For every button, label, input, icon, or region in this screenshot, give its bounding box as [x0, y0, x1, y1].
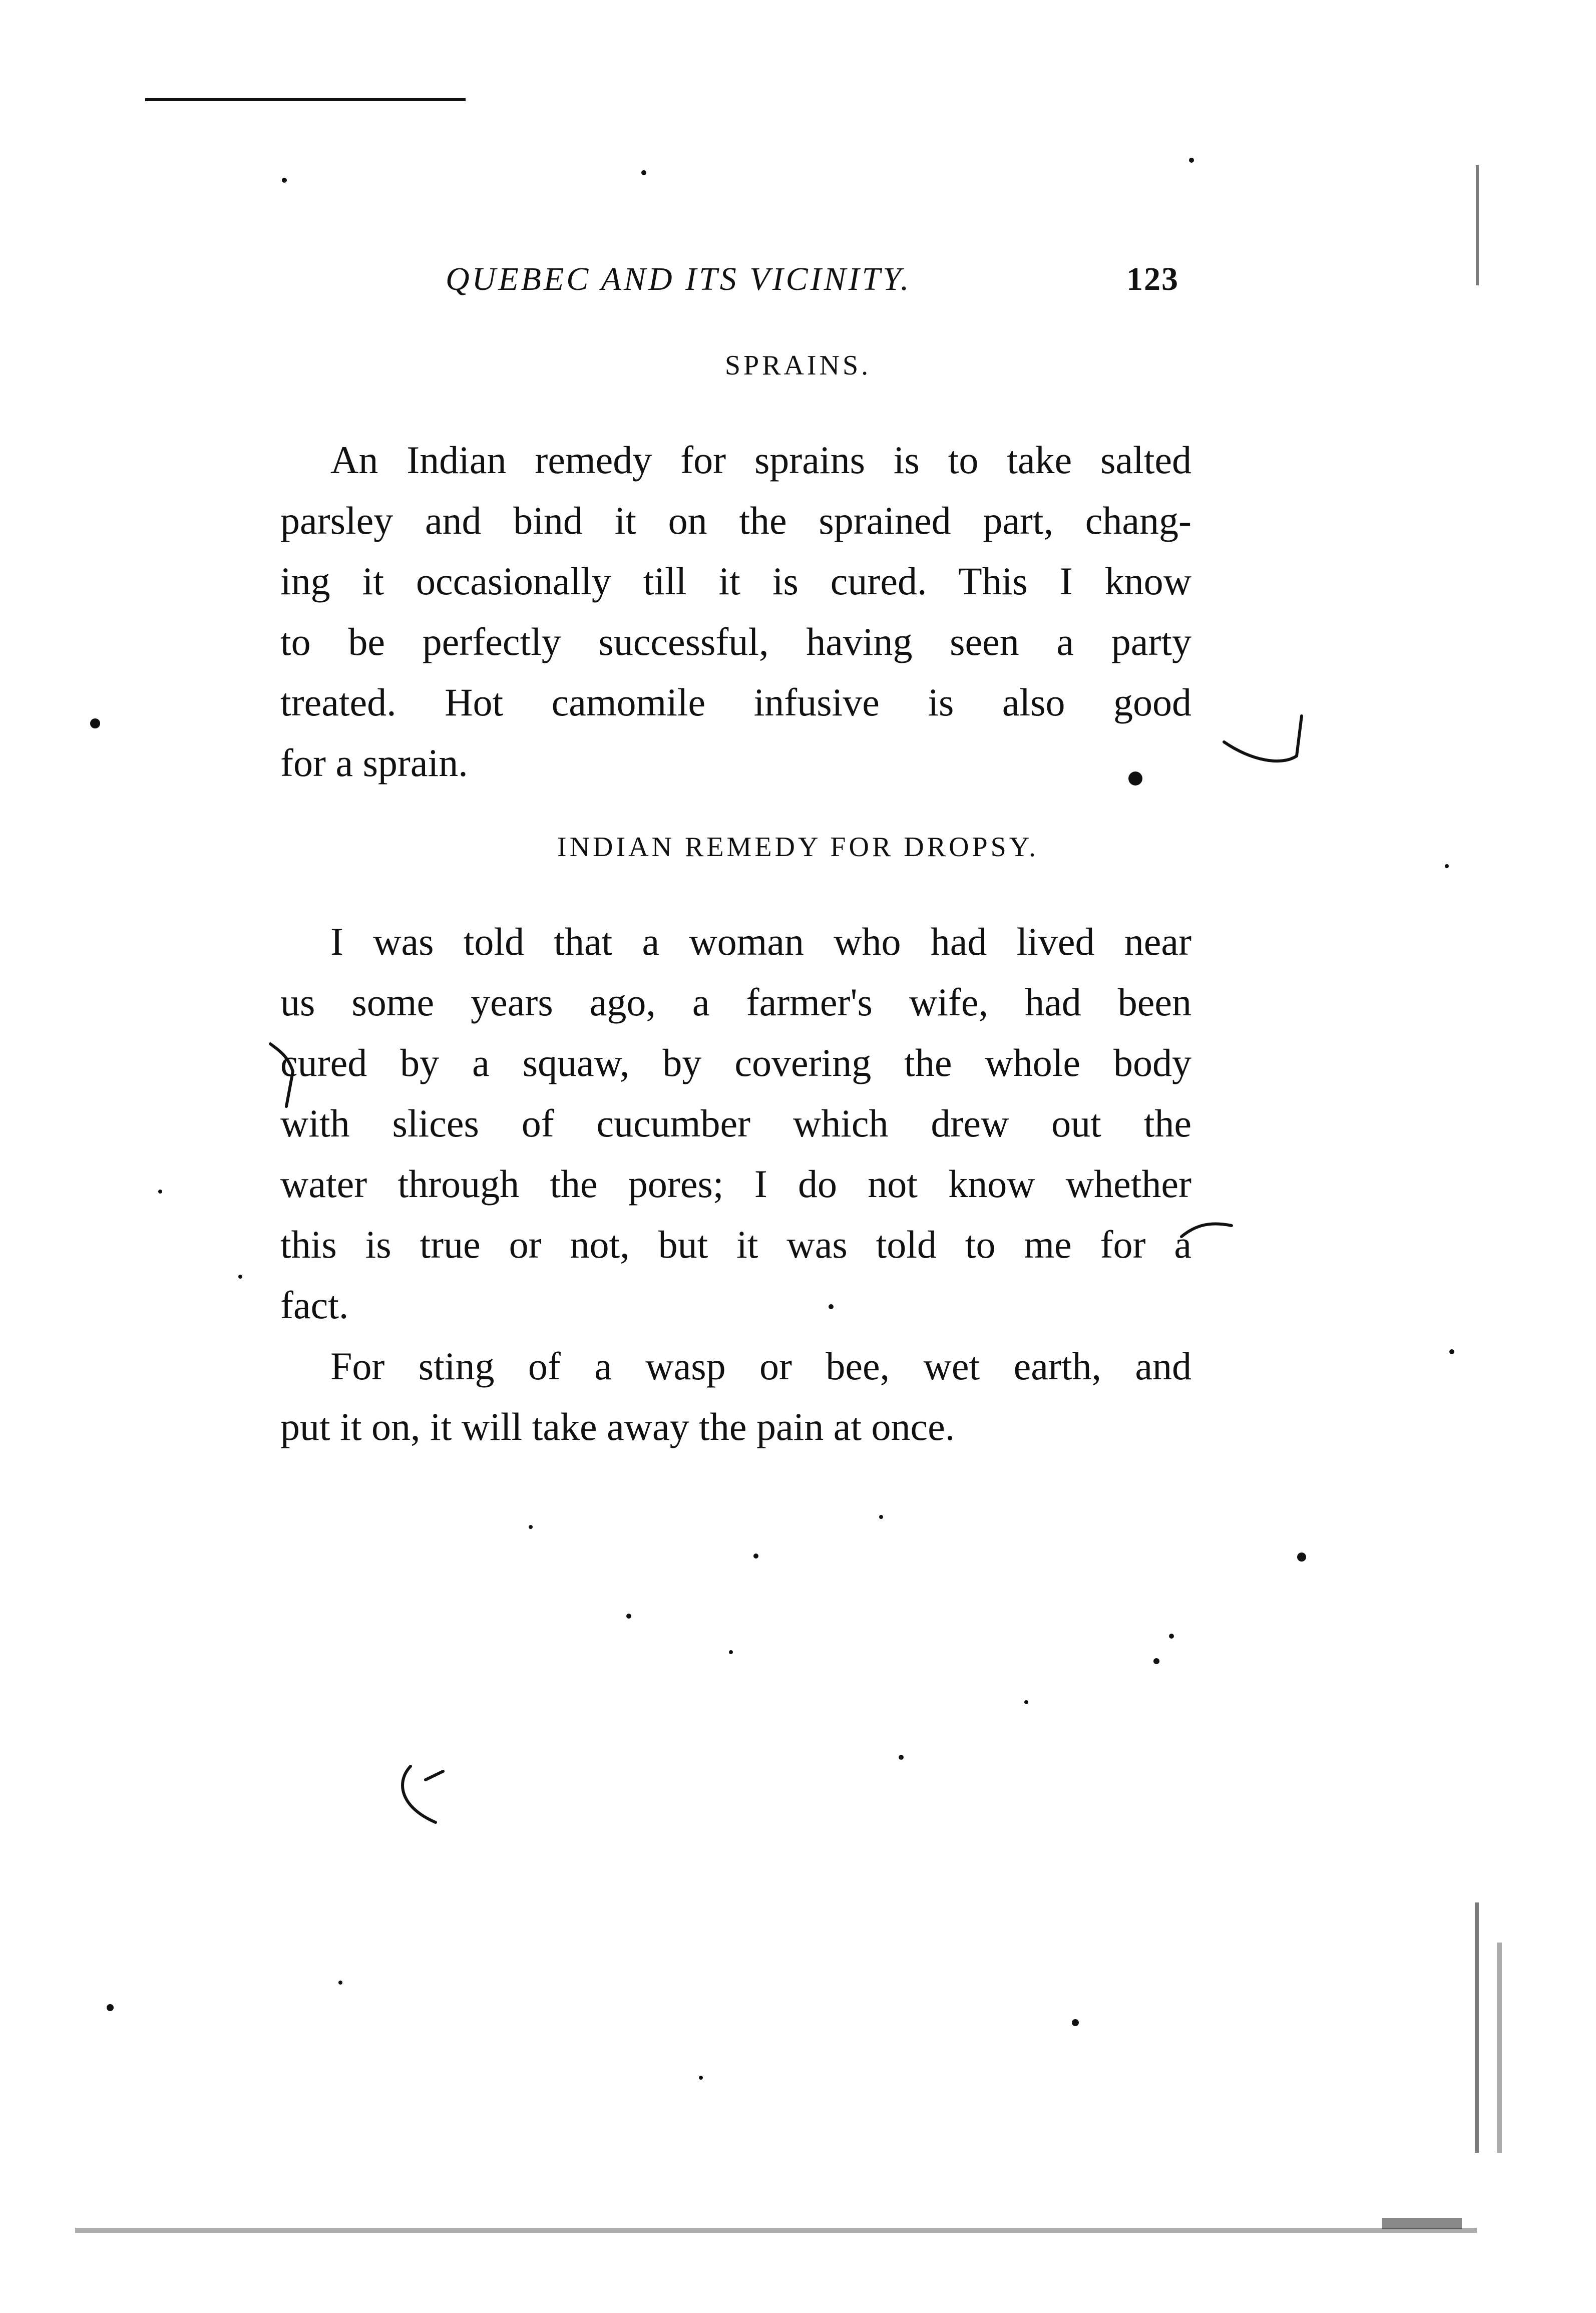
- text-line: for a sprain.: [280, 741, 468, 785]
- text-line: fact.: [280, 1283, 349, 1327]
- text-line: water through the pores; I do not know whether: [280, 1162, 1191, 1206]
- text-line: treated. Hot camomile infusive is also good: [280, 680, 1191, 724]
- text-line: us some years ago, a farmer's wife, had been: [280, 980, 1191, 1024]
- text-line: ing it occasionally till it is cured. This I know: [280, 559, 1191, 603]
- text-line: cured by a squaw, by covering the whole body: [280, 1041, 1191, 1084]
- running-title: QUEBEC AND ITS VICINITY.: [446, 261, 912, 297]
- page-number: 123: [1126, 261, 1179, 297]
- text-line: For sting of a wasp or bee, wet earth, and: [330, 1344, 1191, 1388]
- text-line: An Indian remedy for sprains is to take salted: [330, 438, 1191, 482]
- text-line: parsley and bind it on the sprained part, chang-: [280, 499, 1191, 542]
- section-heading-sprains: SPRAINS.: [724, 350, 872, 381]
- text-line: to be perfectly successful, having seen a party: [280, 620, 1191, 663]
- text-line: put it on, it will take away the pain at once.: [280, 1405, 955, 1448]
- text-line: I was told that a woman who had lived near: [330, 920, 1191, 963]
- text-line: this is true or not, but it was told to me for a: [280, 1223, 1191, 1266]
- text-line: with slices of cucumber which drew out the: [280, 1101, 1191, 1145]
- section-heading-dropsy: INDIAN REMEDY FOR DROPSY.: [557, 832, 1039, 863]
